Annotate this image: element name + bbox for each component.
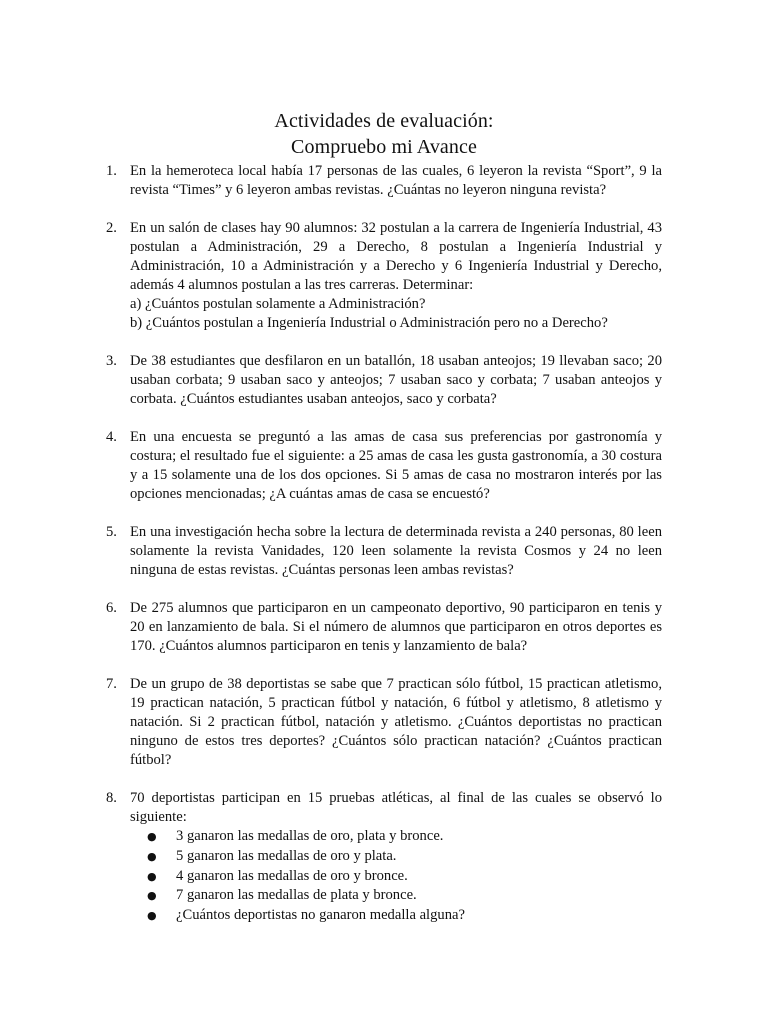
exercise-text: En una investigación hecha sobre la lectura de determinada revista a 240 personas, 80 leen solamente la revista Vanidades, 120 leen solamente la revista Cosmos y 24 no leen ninguna de estas revistas. ¿Cuántas personas leen ambas revistas? <box>130 524 662 578</box>
bullet-icon: ● <box>147 909 157 923</box>
bullet-text: 7 ganaron las medallas de plata y bronce. <box>176 887 417 904</box>
bullet-item <box>130 867 662 887</box>
exercise-number: 5. <box>106 524 117 540</box>
exercise-item-8 <box>106 789 662 926</box>
exercise-item-4 <box>106 428 662 504</box>
bullet-icon: ● <box>147 849 157 863</box>
bullet-item <box>130 886 662 906</box>
bullet-item <box>130 847 662 867</box>
exercise-text: En una encuesta se preguntó a las amas de casa sus preferencias por gastronomía y costura; el resultado fue el siguiente: a 25 amas de casa les gusta gastronomía, a 30 costura y a 15 solamente una de los dos opciones. Si 5 amas de casa no mostraron interés por las opciones mencionadas; ¿A cuántas amas de casa se encuestó? <box>130 429 662 502</box>
bullet-icon: ● <box>147 830 157 843</box>
bullet-text: 3 ganaron las medallas de oro, plata y bronce. <box>176 828 444 844</box>
bullet-text: 4 ganaron las medallas de oro y bronce. <box>176 867 408 884</box>
exercise-item-3 <box>106 352 662 409</box>
page-title: Actividades de evaluación: <box>274 110 494 132</box>
exercise-text: En la hemeroteca local había 17 personas de las cuales, 6 leyeron la revista “Sport”, 9 la revista “Times” y 6 leyeron ambas revistas. ¿Cuántas no leyeron ninguna revista? <box>130 163 662 198</box>
exercise-subquestion-a: a) ¿Cuántos postulan solamente a Administración? <box>130 296 426 312</box>
exercise-number: 4. <box>106 429 117 445</box>
exercise-text: De 275 alumnos que participaron en un campeonato deportivo, 90 participaron en tenis y 20 en lanzamiento de bala. Si el número de alumnos que participaron en otros deportes es 170. ¿Cuántos alumnos participaron en tenis y lanzamiento de bala? <box>130 600 662 654</box>
exercise-text: De 38 estudiantes que desfilaron en un batallón, 18 usaban anteojos; 19 llevaban saco; 20 usaban corbata; 9 usaban saco y anteojos; 7 usaban saco y corbata; 7 usaban anteojos y corbata. ¿Cuántos estudiantes usaban anteojos, saco y corbata? <box>130 353 662 407</box>
exercise-item-5 <box>106 523 662 580</box>
exercise-item-1 <box>106 162 662 200</box>
exercise-number: 2. <box>106 220 117 236</box>
exercise-item-7 <box>106 675 662 770</box>
exercise-item-2 <box>106 219 662 333</box>
bullet-text: ¿Cuántos deportistas no ganaron medalla alguna? <box>176 907 465 924</box>
exercise-number: 7. <box>106 676 117 692</box>
exercise-list <box>106 162 662 945</box>
bullet-list <box>130 827 662 926</box>
exercise-text: 70 deportistas participan en 15 pruebas atléticas, al final de las cuales se observó lo siguiente: <box>130 790 662 825</box>
exercise-subquestion-b: b) ¿Cuántos postulan a Ingeniería Industrial o Administración pero no a Derecho? <box>130 315 608 331</box>
exercise-text: En un salón de clases hay 90 alumnos: 32 postulan a la carrera de Ingeniería Industrial, 43 postulan a Administración, 29 a Derecho, 8 postulan a Ingeniería Industrial y Administración, 10 a Administración y a Derecho y 6 Ingeniería Industrial y Derecho, además 4 alumnos postulan a las tres carreras. Determinar: <box>130 220 662 293</box>
bullet-item <box>130 827 662 847</box>
bullet-icon: ● <box>147 889 157 903</box>
bullet-text: 5 ganaron las medallas de oro y plata. <box>176 847 397 864</box>
exercise-number: 1. <box>106 163 117 179</box>
page-subtitle: Compruebo mi Avance <box>291 136 477 158</box>
bullet-item <box>130 906 662 926</box>
exercise-item-6 <box>106 599 662 656</box>
exercise-number: 8. <box>106 790 117 806</box>
exercise-text: De un grupo de 38 deportistas se sabe que 7 practican sólo fútbol, 15 practican atletismo, 19 practican natación, 5 practican fútbol y natación, 6 fútbol y atletismo, 8 atletismo y natación. Si 2 practican fútbol, natación y atletismo. ¿Cuántos deportistas no practican ninguno de estos tres deportes? ¿Cuántos sólo practican natación? ¿Cuántos practican fútbol? <box>130 676 662 768</box>
exercise-number: 6. <box>106 600 117 616</box>
exercise-number: 3. <box>106 353 117 369</box>
bullet-icon: ● <box>147 869 157 883</box>
